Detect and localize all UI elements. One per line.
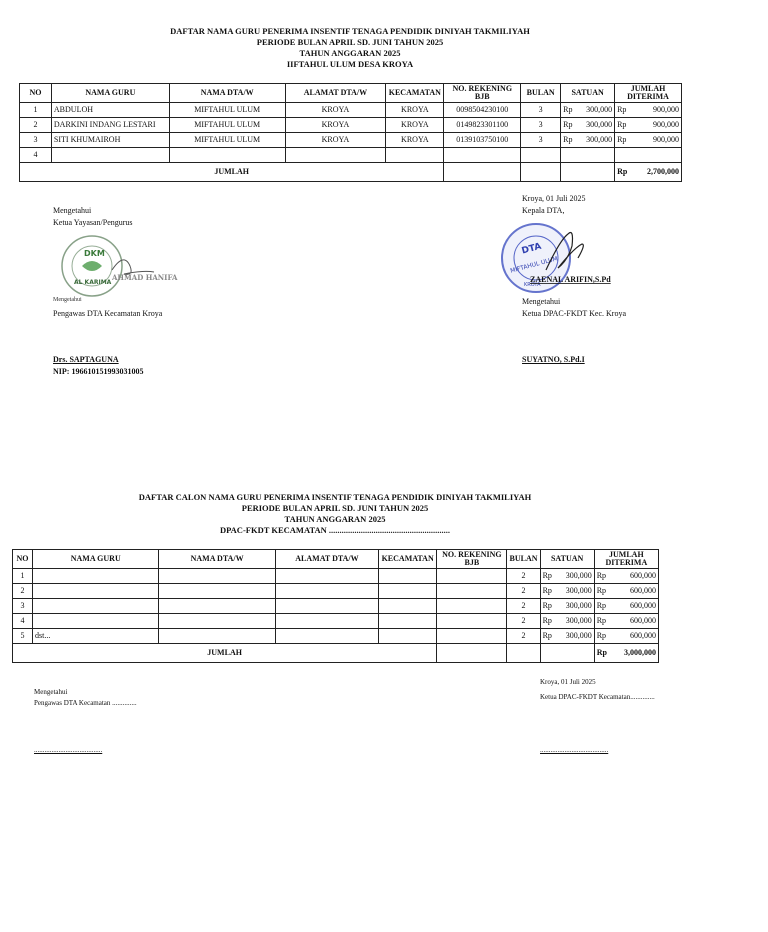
cell-kecamatan (379, 614, 437, 629)
cell-kecamatan (379, 569, 437, 584)
cell-nama-dta: MIFTAHUL ULUM (169, 133, 285, 148)
doc1-title-line: DAFTAR NAMA GURU PENERIMA INSENTIF TENAGA PENDIDIK DINIYAH TAKMILIYAH (170, 26, 530, 36)
cell-no: 5 (13, 629, 33, 644)
col-header-jumlah: JUMLAH DITERIMA (615, 84, 682, 103)
table-row (13, 629, 659, 644)
col-header-rekening: NO. REKENING BJB (437, 550, 507, 569)
cell-jumlah (615, 148, 682, 163)
cell-alamat: KROYA (285, 103, 386, 118)
currency-label: Rp (542, 601, 552, 610)
cell-nama-guru (33, 584, 159, 599)
cell-nama-guru (33, 599, 159, 614)
total-value: 3,000,000 (624, 648, 656, 657)
doc2-title-line: TAHUN ANGGARAN 2025 (284, 514, 386, 524)
cell-satuan (540, 599, 594, 614)
col-header-kecamatan: KECAMATAN (386, 84, 444, 103)
cell-kecamatan (379, 584, 437, 599)
currency-label: Rp (563, 120, 573, 129)
cell-satuan (561, 103, 615, 118)
doc1-title (0, 26, 700, 70)
total-empty (561, 163, 615, 182)
cell-satuan-value: 300,000 (565, 586, 592, 595)
cell-no: 4 (13, 614, 33, 629)
col-header-nama-dta: NAMA DTA/W (169, 84, 285, 103)
cell-rekening: 0098504230100 (444, 103, 521, 118)
cell-satuan (561, 133, 615, 148)
cell-satuan (540, 584, 594, 599)
cell-jumlah-wrap (617, 105, 679, 115)
cell-nama-guru: DARKINI INDANG LESTARI (51, 118, 169, 133)
cell-nama-guru: dst... (33, 629, 159, 644)
place-date: Kroya, 01 Juli 2025 (522, 194, 586, 203)
mengetahui-right-label: Mengetahui (522, 297, 561, 306)
cell-no: 3 (20, 133, 52, 148)
total-rp: Rp (596, 648, 607, 657)
doc2-left-sig (34, 687, 137, 709)
col-header-kecamatan: KECAMATAN (379, 550, 437, 569)
table-row (13, 569, 659, 584)
doc1-right-sig (522, 193, 586, 217)
doc1-left-sig (53, 205, 133, 229)
total-empty (444, 163, 521, 182)
cell-nama-guru: ABDULOH (51, 103, 169, 118)
doc2-title-line: PERIODE BULAN APRIL SD. JUNI TAHUN 2025 (241, 503, 429, 513)
cell-jumlah-value: 600,000 (630, 601, 656, 610)
col-header-no: NO (20, 84, 52, 103)
col-header-nama-dta: NAMA DTA/W (159, 550, 275, 569)
left-signer-name: AHMAD HANIFA (112, 273, 178, 282)
pengawas-nip: NIP: 196610151993031005 (53, 367, 144, 376)
currency-label: Rp (563, 105, 573, 114)
currency-label: Rp (542, 631, 552, 640)
total-empty (521, 163, 561, 182)
total-empty (437, 644, 507, 663)
stamp-left-bottom: AL KARIMA (74, 279, 112, 286)
stamp-left (50, 232, 178, 302)
cell-bulan: 2 (507, 569, 540, 584)
total-empty (507, 644, 540, 663)
ketua-yayasan-label: Ketua Yayasan/Pengurus (53, 218, 133, 227)
cell-alamat (275, 599, 378, 614)
cell-bulan: 2 (507, 614, 540, 629)
cell-nama-guru (51, 148, 169, 163)
cell-satuan-wrap (543, 571, 592, 581)
pengawas-label: Pengawas DTA Kecamatan .............. (34, 699, 137, 707)
cell-nama-dta: MIFTAHUL ULUM (169, 118, 285, 133)
mengetahui-label: Mengetahui (34, 688, 68, 696)
cell-jumlah-wrap (597, 571, 656, 581)
col-header-jumlah: JUMLAH DITERIMA (594, 550, 658, 569)
col-header-alamat: ALAMAT DTA/W (285, 84, 386, 103)
currency-label: Rp (563, 135, 573, 144)
stamp-right-bottom: MIFTAHUL ULUM (509, 255, 559, 275)
mengetahui-label: Mengetahui (53, 206, 92, 215)
kepala-dta-label: Kepala DTA, (522, 206, 565, 215)
cell-satuan-value: 300,000 (586, 105, 613, 114)
currency-label: Rp (596, 616, 607, 625)
currency-label: Rp (617, 105, 627, 114)
cell-jumlah-wrap (597, 601, 656, 611)
cell-nama-dta (159, 569, 275, 584)
cell-jumlah-wrap (617, 120, 679, 130)
cell-satuan-wrap (563, 105, 612, 115)
cell-satuan (561, 148, 615, 163)
cell-kecamatan (386, 148, 444, 163)
cell-satuan-wrap (543, 631, 592, 641)
cell-rekening (437, 614, 507, 629)
cell-jumlah-wrap (597, 616, 656, 626)
cell-satuan (540, 614, 594, 629)
place-date: Kroya, 01 Juli 2025 (540, 678, 596, 686)
cell-jumlah-value: 900,000 (653, 120, 679, 129)
cell-jumlah-wrap (617, 135, 679, 145)
col-header-nama-guru: NAMA GURU (51, 84, 169, 103)
cell-no: 1 (13, 569, 33, 584)
cell-rekening (437, 629, 507, 644)
pengawas-name: Drs. SAPTAGUNA (53, 355, 119, 364)
cell-nama-dta: MIFTAHUL ULUM (169, 103, 285, 118)
cell-bulan: 2 (507, 629, 540, 644)
cell-rekening (444, 148, 521, 163)
cell-alamat (275, 569, 378, 584)
cell-rekening: 0139103750100 (444, 133, 521, 148)
total-value-cell (594, 644, 658, 663)
cell-jumlah-value: 900,000 (653, 105, 679, 114)
col-header-satuan: SATUAN (540, 550, 594, 569)
cell-satuan-value: 300,000 (586, 120, 613, 129)
cell-jumlah (615, 103, 682, 118)
signature-line-left: ....................................... (34, 746, 103, 754)
cell-nama-guru (33, 569, 159, 584)
table-row (20, 148, 682, 163)
cell-satuan-wrap (563, 135, 612, 145)
col-header-no: NO (13, 550, 33, 569)
cell-jumlah-value: 600,000 (630, 631, 656, 640)
cell-jumlah (594, 599, 658, 614)
cell-bulan: 3 (521, 103, 561, 118)
cell-jumlah (594, 584, 658, 599)
cell-kecamatan: KROYA (386, 118, 444, 133)
cell-no: 4 (20, 148, 52, 163)
doc2-table (12, 549, 659, 663)
currency-label: Rp (617, 120, 627, 129)
cell-nama-guru: SITI KHUMAIROH (51, 133, 169, 148)
cell-alamat (275, 614, 378, 629)
cell-no: 1 (20, 103, 52, 118)
total-label: JUMLAH (20, 163, 444, 182)
cell-jumlah (594, 629, 658, 644)
cell-satuan (540, 629, 594, 644)
doc2-title (0, 492, 670, 536)
stamp-left-top: DKM (84, 249, 105, 258)
table-row (13, 599, 659, 614)
cell-alamat (275, 584, 378, 599)
cell-jumlah (615, 133, 682, 148)
cell-nama-dta (159, 614, 275, 629)
cell-nama-dta (169, 148, 285, 163)
cell-satuan-wrap (543, 586, 592, 596)
cell-satuan-value: 300,000 (565, 601, 592, 610)
cell-satuan-wrap (543, 601, 592, 611)
cell-nama-dta (159, 584, 275, 599)
cell-jumlah-value: 600,000 (630, 571, 656, 580)
total-value-cell (615, 163, 682, 182)
doc1-title-line: IIFTAHUL ULUM DESA KROYA (286, 59, 414, 69)
table-row (13, 614, 659, 629)
cell-rekening (437, 599, 507, 614)
cell-jumlah-value: 600,000 (630, 616, 656, 625)
ketua-dpac-label: Ketua DPAC-FKDT Kecamatan.............. (540, 693, 655, 701)
cell-satuan-value: 300,000 (565, 616, 592, 625)
doc1-title-line: PERIODE BULAN APRIL SD. JUNI TAHUN 2025 (256, 37, 444, 47)
cell-kecamatan (379, 629, 437, 644)
cell-rekening (437, 569, 507, 584)
currency-label: Rp (542, 586, 552, 595)
cell-no: 2 (13, 584, 33, 599)
cell-satuan-wrap (543, 616, 592, 626)
table-row (13, 584, 659, 599)
cell-satuan-value: 300,000 (586, 135, 613, 144)
currency-label: Rp (596, 571, 607, 580)
currency-label: Rp (596, 586, 607, 595)
stamp-right-top: DTA (520, 241, 543, 257)
cell-satuan (561, 118, 615, 133)
currency-label: Rp (617, 135, 627, 144)
cell-alamat: KROYA (285, 133, 386, 148)
cell-no: 2 (20, 118, 52, 133)
cell-bulan: 2 (507, 599, 540, 614)
cell-satuan-wrap (563, 120, 612, 130)
currency-label: Rp (596, 631, 607, 640)
total-value: 2,700,000 (647, 167, 679, 176)
table-row (20, 118, 682, 133)
doc2-title-line: DPAC-FKDT KECAMATAN ......................................................... (219, 525, 451, 535)
mengetahui-2-label: Mengetahui (53, 297, 82, 303)
stamp-right-city: KROYA (524, 282, 541, 288)
cell-alamat: KROYA (285, 118, 386, 133)
cell-satuan (540, 569, 594, 584)
pengawas-label: Pengawas DTA Kecamatan Kroya (53, 309, 163, 318)
cell-nama-dta (159, 599, 275, 614)
cell-jumlah (594, 614, 658, 629)
doc2-title-line: DAFTAR CALON NAMA GURU PENERIMA INSENTIF TENAGA PENDIDIK DINIYAH TAKMILIYAH (138, 492, 532, 502)
col-header-alamat: ALAMAT DTA/W (275, 550, 378, 569)
doc1-right-sig-2 (522, 296, 626, 320)
cell-no: 3 (13, 599, 33, 614)
cell-nama-dta (159, 629, 275, 644)
cell-jumlah-value: 600,000 (630, 586, 656, 595)
total-label: JUMLAH (13, 644, 437, 663)
col-header-nama-guru: NAMA GURU (33, 550, 159, 569)
cell-jumlah-wrap (597, 631, 656, 641)
currency-label: Rp (542, 571, 552, 580)
cell-nama-guru (33, 614, 159, 629)
cell-kecamatan: KROYA (386, 133, 444, 148)
cell-jumlah-value: 900,000 (653, 135, 679, 144)
kepala-dta-name: ZAENAL ARIFIN,S.Pd (530, 275, 611, 284)
total-rp: Rp (617, 167, 628, 176)
ketua-dpac-label: Ketua DPAC-FKDT Kec. Kroya (522, 309, 626, 318)
col-header-rekening: NO. REKENING BJB (444, 84, 521, 103)
cell-kecamatan (379, 599, 437, 614)
cell-bulan: 2 (507, 584, 540, 599)
ketua-dpac-name: SUYATNO, S.Pd.I (522, 355, 585, 364)
table-row (20, 103, 682, 118)
col-header-bulan: BULAN (521, 84, 561, 103)
cell-kecamatan: KROYA (386, 103, 444, 118)
cell-bulan: 3 (521, 133, 561, 148)
cell-rekening (437, 584, 507, 599)
doc1-title-line: TAHUN ANGGARAN 2025 (299, 48, 401, 58)
col-header-satuan: SATUAN (561, 84, 615, 103)
stamp-right (496, 220, 626, 296)
currency-label: Rp (596, 601, 607, 610)
cell-bulan (521, 148, 561, 163)
cell-satuan-value: 300,000 (565, 631, 592, 640)
cell-alamat (285, 148, 386, 163)
doc1-table (19, 83, 682, 182)
currency-label: Rp (542, 616, 552, 625)
cell-bulan: 3 (521, 118, 561, 133)
cell-jumlah-wrap (597, 586, 656, 596)
col-header-bulan: BULAN (507, 550, 540, 569)
table-row (20, 133, 682, 148)
cell-rekening: 0149823301100 (444, 118, 521, 133)
cell-jumlah (615, 118, 682, 133)
cell-satuan-value: 300,000 (565, 571, 592, 580)
total-empty (540, 644, 594, 663)
cell-jumlah (594, 569, 658, 584)
signature-line-right: ....................................... (540, 746, 609, 754)
doc2-right-sig (540, 675, 655, 705)
cell-alamat (275, 629, 378, 644)
doc1-left-names (53, 354, 143, 378)
